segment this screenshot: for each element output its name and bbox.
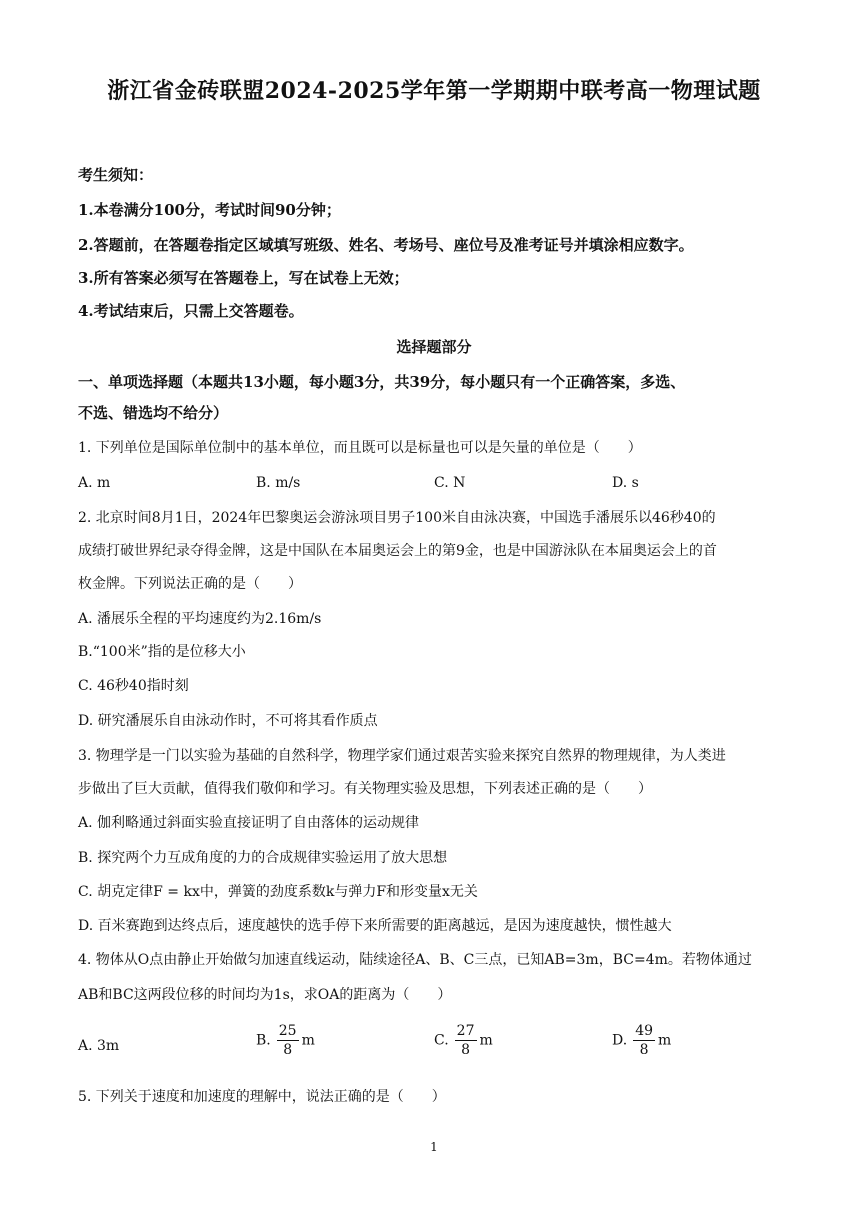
- notice-item-2: 2.答题前，在答题卷指定区域填写班级、姓名、考场号、座位号及准考证号并填涂相应数字。: [78, 236, 694, 254]
- section-title: 选择题部分: [396, 338, 472, 356]
- page-number: 1: [430, 1140, 438, 1154]
- q4-option-c: [434, 1022, 493, 1059]
- q1-stem: 1. 下列单位是国际单位制中的基本单位，而且既可以是标量也可以是矢量的单位是（ ）: [78, 440, 642, 456]
- q3-option-c: C. 胡克定律F = kx中，弹簧的劲度系数k与弹力F和形变量x无关: [78, 884, 478, 900]
- q4-option-d-label: D.: [612, 1032, 628, 1049]
- notice-item-1: 1.本卷满分100分，考试时间90分钟；: [78, 201, 341, 219]
- q4-option-c-denominator: 8: [461, 1042, 471, 1058]
- q4-option-b-numerator: 25: [278, 1023, 297, 1039]
- q4-option-d-fraction: [633, 1022, 655, 1059]
- q4-option-a: A. 3m: [78, 1038, 120, 1054]
- q4-stem-line2: AB和BC这两段位移的时间均为1s，求OA的距离为（ ）: [78, 987, 452, 1003]
- q4-option-d-unit: m: [658, 1032, 672, 1049]
- q4-option-c-numerator: 27: [456, 1023, 475, 1039]
- q4-option-c-unit: m: [479, 1032, 493, 1049]
- notice-item-4: 4.考试结束后，只需上交答题卷。: [78, 302, 304, 320]
- q1-option-c: C. N: [434, 475, 466, 491]
- q2-option-c: C. 46秒40指时刻: [78, 678, 189, 694]
- notice-item-3: 3.所有答案必须写在答题卷上，写在试卷上无效；: [78, 269, 409, 287]
- q1-option-b: B. m/s: [256, 475, 301, 491]
- q1-option-d: D. s: [612, 475, 639, 491]
- q4-option-b-fraction: [277, 1022, 299, 1059]
- q3-option-a: A. 伽利略通过斜面实验直接证明了自由落体的运动规律: [78, 815, 420, 831]
- q4-option-b: [256, 1022, 315, 1059]
- q4-option-b-label: B.: [256, 1032, 271, 1049]
- notice-heading: 考生须知：: [78, 166, 154, 184]
- q4-option-c-label: C.: [434, 1032, 449, 1049]
- part1-heading-line1: 一、单项选择题（本题共13小题，每小题3分，共39分，每小题只有一个正确答案，多选、: [78, 373, 686, 391]
- q4-option-d: [612, 1022, 671, 1059]
- q4-option-d-numerator: 49: [635, 1023, 654, 1039]
- q3-option-b: B. 探究两个力互成角度的力的合成规律实验运用了放大思想: [78, 850, 448, 866]
- q4-option-b-unit: m: [301, 1032, 315, 1049]
- q2-option-d: D. 研究潘展乐自由泳动作时，不可将其看作质点: [78, 713, 378, 729]
- q3-option-d: D. 百米赛跑到达终点后，速度越快的选手停下来所需要的距离越远，是因为速度越快，惯性越大: [78, 918, 672, 934]
- q2-stem-line3: 枚金牌。下列说法正确的是（ ）: [78, 576, 302, 592]
- q4-option-b-denominator: 8: [283, 1042, 293, 1058]
- part1-heading-line2: 不选、错选均不给分）: [78, 404, 229, 422]
- q4-option-c-fraction: [455, 1022, 477, 1059]
- q2-option-b: B.“100米”指的是位移大小: [78, 644, 246, 660]
- q3-stem-line1: 3. 物理学是一门以实验为基础的自然科学，物理学家们通过艰苦实验来探究自然界的物理规律，为人类进: [78, 748, 726, 764]
- q5-stem: 5. 下列关于速度和加速度的理解中，说法正确的是（ ）: [78, 1089, 446, 1105]
- q4-option-d-denominator: 8: [639, 1042, 649, 1058]
- document-title: 浙江省金砖联盟2024-2025学年第一学期期中联考高一物理试题: [107, 78, 761, 104]
- q2-stem-line2: 成绩打破世界纪录夺得金牌，这是中国队在本届奥运会上的第9金，也是中国游泳队在本届奥运会上的首: [78, 543, 717, 559]
- q1-option-a: A. m: [78, 475, 111, 491]
- q2-stem-line1: 2. 北京时间8月1日，2024年巴黎奥运会游泳项目男子100米自由泳决赛，中国选手潘展乐以46秒40的: [78, 510, 716, 526]
- q2-option-a: A. 潘展乐全程的平均速度约为2.16m/s: [78, 611, 322, 627]
- q3-stem-line2: 步做出了巨大贡献，值得我们敬仰和学习。有关物理实验及思想，下列表述正确的是（ ）: [78, 781, 652, 797]
- q4-stem-line1: 4. 物体从O点由静止开始做匀加速直线运动，陆续途径A、B、C三点，已知AB=3m，BC=4m。若物体通过: [78, 952, 752, 968]
